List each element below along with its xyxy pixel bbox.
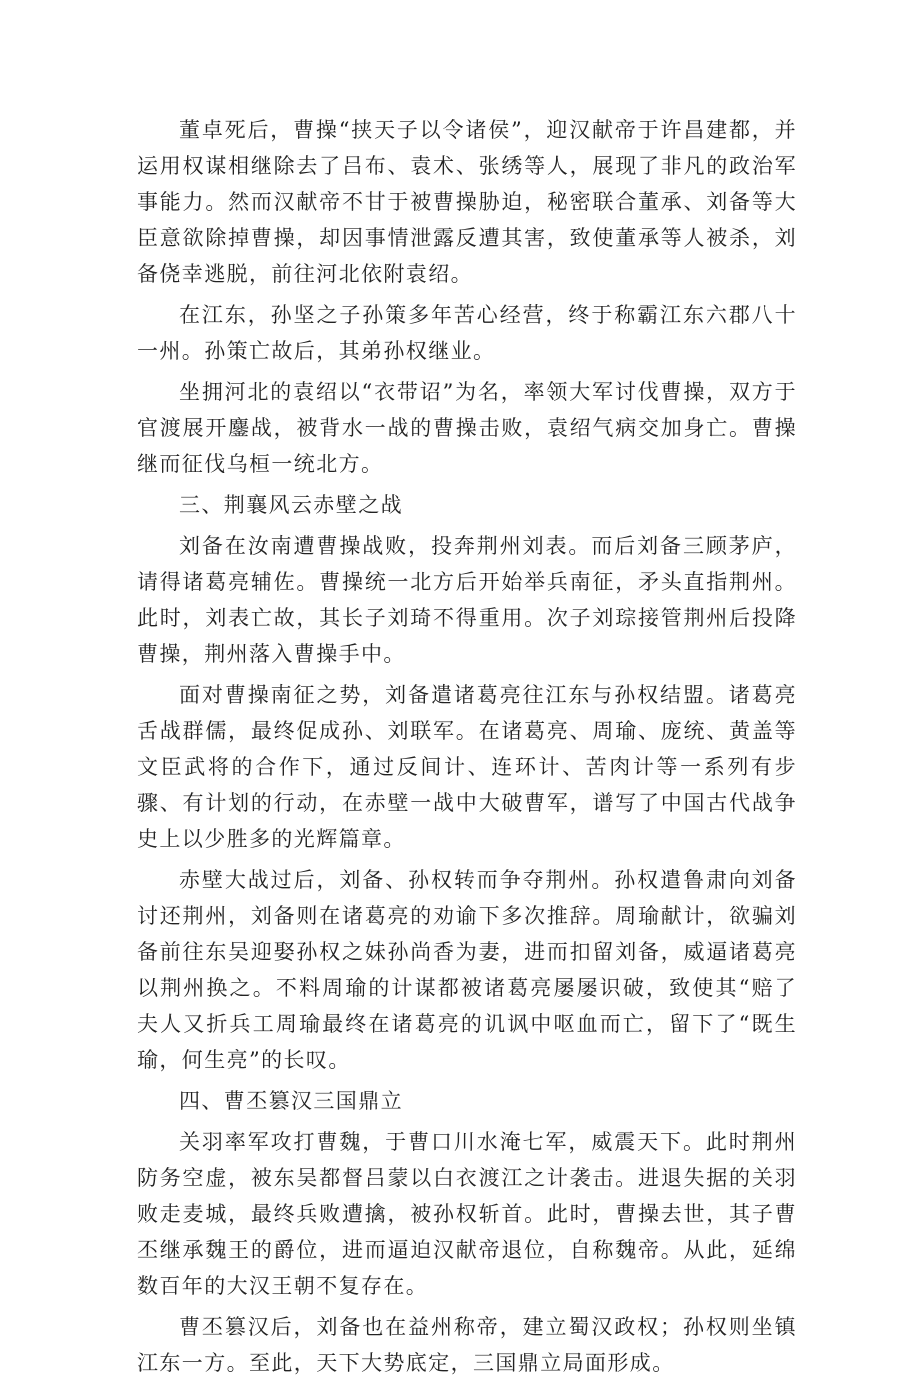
paragraph-jingzhou: 刘备在汝南遭曹操战败，投奔荆州刘表。而后刘备三顾茅庐，请得诸葛亮辅佐。曹操统一北方后开始举兵南征，矛头直指荆州。此时，刘表亡故，其长子刘琦不得重用。次子刘琮接管荆州后投降曹操，荆州落入曹操手中。 (137, 534, 797, 666)
section-heading-3: 三、荆襄风云赤壁之战 (179, 493, 403, 517)
paragraph-jiangdong: 在江东，孙坚之子孙策多年苦心经营，终于称霸江东六郡八十一州。孙策亡故后，其弟孙权继业。 (137, 303, 797, 363)
paragraph-dong-zhuo: 董卓死后，曹操“挟天子以令诸侯”，迎汉献帝于许昌建都，并运用权谋相继除去了吕布、袁术、张绣等人，展现了非凡的政治军事能力。然而汉献帝不甘于被曹操胁迫，秘密联合董承、刘备等大臣意欲除掉曹操，却因事情泄露反遭其害，致使董承等人被杀，刘备侥幸逃脱，前往河北依附袁绍。 (137, 118, 797, 286)
article-body (137, 112, 797, 1381)
paragraph-three-kingdoms: 曹丕篡汉后，刘备也在益州称帝，建立蜀汉政权；孙权则坐镇江东一方。至此，天下大势底定，三国鼎立局面形成。 (137, 1315, 797, 1375)
section-heading-4: 四、曹丕篡汉三国鼎立 (179, 1089, 403, 1113)
paragraph-chibi: 面对曹操南征之势，刘备遣诸葛亮往江东与孙权结盟。诸葛亮舌战群儒，最终促成孙、刘联军。在诸葛亮、周瑜、庞统、黄盖等文臣武将的合作下，通过反间计、连环计、苦肉计等一系列有步骤、有计划的行动，在赤壁一战中大破曹军，谱写了中国古代战争史上以少胜多的光辉篇章。 (137, 683, 797, 851)
paragraph-zhou-yu: 赤壁大战过后，刘备、孙权转而争夺荆州。孙权遣鲁肃向刘备讨还荆州，刘备则在诸葛亮的劝谕下多次推辞。周瑜献计，欲骗刘备前往东吴迎娶孙权之妹孙尚香为妻，进而扣留刘备，威逼诸葛亮以荆州换之。不料周瑜的计谋都被诸葛亮屡屡识破，致使其“赔了夫人又折兵工周瑜最终在诸葛亮的讥讽中呕血而亡，留下了“既生瑜，何生亮”的长叹。 (137, 868, 797, 1072)
paragraph-guan-yu: 关羽率军攻打曹魏，于曹口川水淹七军，威震天下。此时荆州防务空虚，被东吴都督吕蒙以白衣渡江之计袭击。进退失据的关羽败走麦城，最终兵败遭擒，被孙权斩首。此时，曹操去世，其子曹丕继承魏王的爵位，进而逼迫汉献帝退位，自称魏帝。从此，延绵数百年的大汉王朝不复存在。 (137, 1130, 797, 1298)
paragraph-guandu: 坐拥河北的袁绍以“衣带诏”为名，率领大军讨伐曹操，双方于官渡展开鏖战，被背水一战的曹操击败，袁绍气病交加身亡。曹操继而征伐乌桓一统北方。 (137, 380, 797, 476)
